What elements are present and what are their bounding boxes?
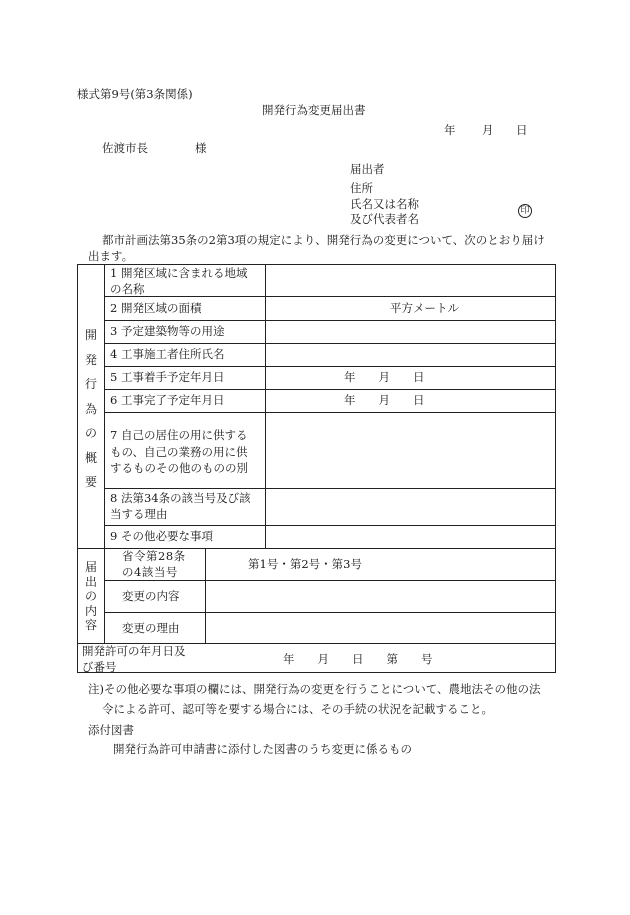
date-day-label: 日 [516,123,528,137]
contents-side-label: 届 出 の 内 容 [84,560,97,632]
change-reason-label: 変更の理由 [122,621,180,635]
row-2-label: 2 開発区域の面積 [110,301,202,315]
date-year-label: 年 [444,123,456,137]
permit-value[interactable]: 年 月 日 第 号 [283,652,433,666]
row-8-label: 8 法第34条の該当号及び該 当する理由 [110,491,251,521]
applicant-address-label: 住所 [350,181,373,195]
row-5-date-value[interactable]: 年 月 日 [344,370,425,384]
attachments-item: 開発行為許可申請書に添付した図書のうち変更に係るもの [113,742,412,756]
row-7-label: 7 自己の居住の用に供する もの、自己の業務の用に供 するものその他のものの別 [110,428,248,475]
note-line-2: 令による許可、認可等を要する場合には、その手続の状況を記載すること。 [102,702,493,716]
applicant-label: 届出者 [350,162,385,176]
row-5-label: 5 工事着手予定年月日 [110,370,225,384]
row-2-value-unit[interactable]: 平方メートル [390,301,459,315]
seal-mark: 印 [518,204,532,218]
addressee: 佐渡市長 [102,141,148,155]
permit-label: 開発許可の年月日及 び番号 [82,644,186,674]
row-6-date-value[interactable]: 年 月 日 [344,393,425,407]
applicant-representative-label: 及び代表者名 [350,212,419,226]
overview-side-label: 開 発 行 為 の 概 要 [84,328,97,489]
applicant-name-label: 氏名又は名称 [350,197,419,211]
ordinance-label: 省令第28条 の4該当号 [122,549,186,579]
row-4-label: 4 工事施工者住所氏名 [110,347,225,361]
document-title: 開発行為変更届出書 [262,103,366,117]
change-content-label: 変更の内容 [122,589,180,603]
row-9-label: 9 その他必要な事項 [110,529,213,543]
row-1-label: 1 開発区域に含まれる地域 の名称 [110,266,248,296]
intro-line-1: 都市計画法第35条の2第3項の規定により、開発行為の変更について、次のとおり届け [102,233,545,247]
honorific: 様 [195,141,207,155]
note-line-1: 注)その他必要な事項の欄には、開発行為の変更を行うことについて、農地法その他の法 [88,682,541,696]
row-3-label: 3 予定建築物等の用途 [110,324,225,338]
row-6-label: 6 工事完了予定年月日 [110,393,225,407]
date-month-label: 月 [482,123,494,137]
intro-line-2: 出ます。 [88,249,134,263]
form-number: 様式第9号(第3条関係) [77,87,193,101]
ordinance-options[interactable]: 第1号・第2号・第3号 [248,557,362,571]
attachments-heading: 添付図書 [88,723,134,737]
